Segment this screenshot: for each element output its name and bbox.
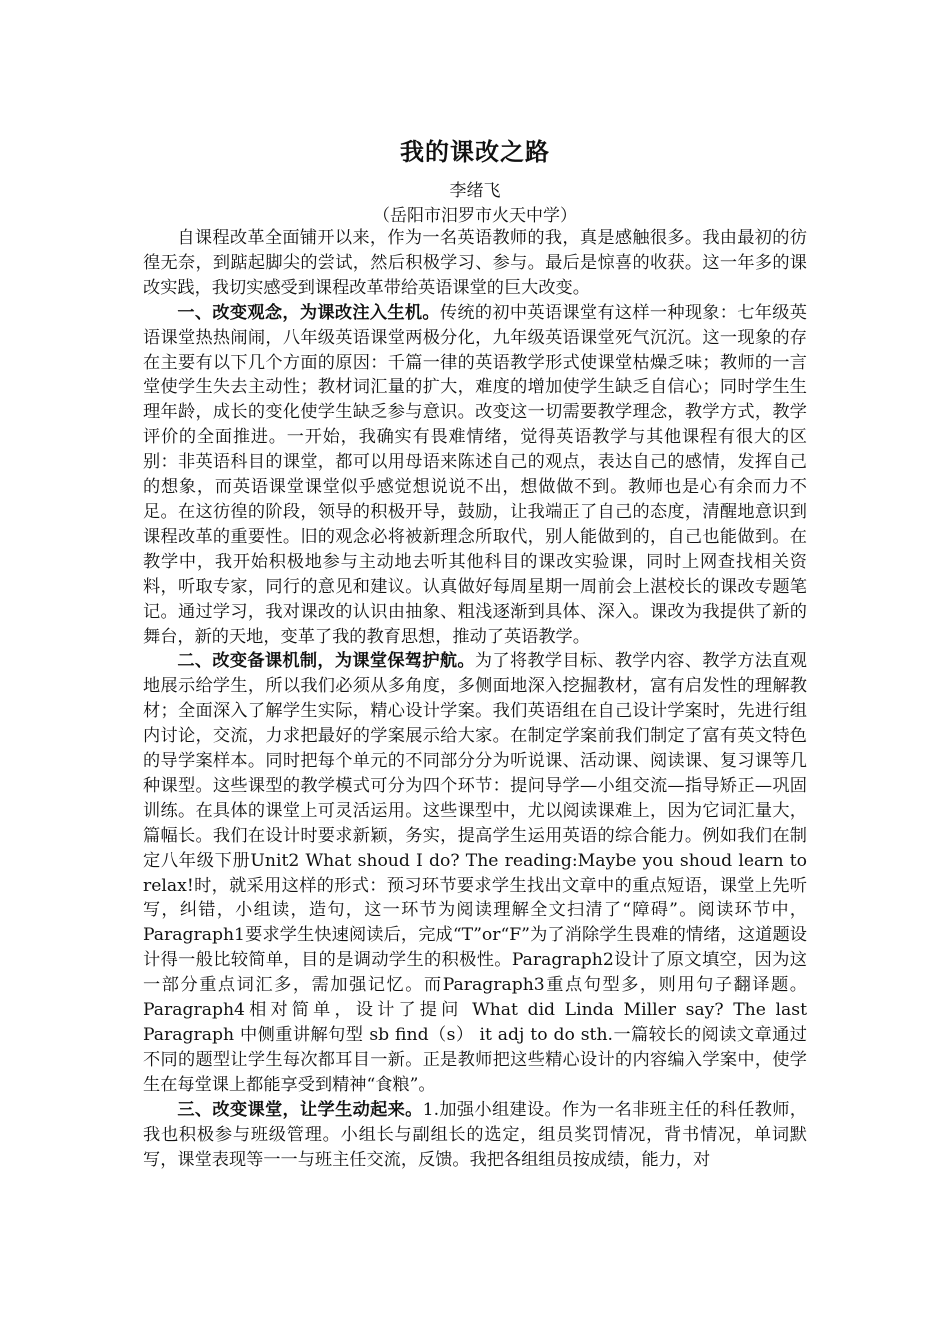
intro-paragraph [143,226,807,301]
section-two-paragraph [143,649,807,1097]
section-three-paragraph [143,1098,807,1173]
author-school: （岳阳市汨罗市火天中学） [373,206,577,226]
section-one-paragraph [143,301,807,650]
intro-text: 自课程改革全面铺开以来，作为一名英语教师的我，真是感触很多。我由最初的彷徨无奈，到踮起脚尖的尝试，然后积极学习、参与。最后是惊喜的收获。这一年多的课改实践，我切实感受到课程改革带给英语课堂的巨大改变。 [143,228,807,298]
section-three-text: 1.加强小组建设。作为一名非班主任的科任教师，我也积极参与班级管理。小组长与副组长的选定，组员奖罚情况，背书情况，单词默写，课堂表现等一一与班主任交流，反馈。我把各组组员按成绩，能力，对 [143,1099,807,1170]
section-one-heading: 一、改变观念，为课改注入生机。 [177,302,440,323]
document-body [143,226,807,1172]
document-title: 我的课改之路 [400,137,550,166]
section-one-text: 传统的初中英语课堂有这样一种现象：七年级英语课堂热热闹闹，八年级英语课堂两极分化，九年级英语课堂死气沉沉。这一现象的存在主要有以下几个方面的原因：千篇一律的英语教学形式使课堂枯燥乏味；教师的一言堂使学生失去主动性；教材词汇量的扩大，难度的增加使学生缺乏自信心；同时学生生理年龄，成长的变化使学生缺乏参与意识。改变这一切需要教学理念，教学方式，教学评价的全面推进。一开始，我确实有畏难情绪，觉得英语教学与其他课程有很大的区别：非英语科目的课堂，都可以用母语来陈述自己的观点，表达自己的感情，发挥自己的想象，而英语课堂课堂似乎感觉想说说不出，想做做不到。教师也是心有余而力不足。在这彷徨的阶段，领导的积极开导，鼓励，让我端正了自己的态度，清醒地意识到课程改革的重要性。旧的观念必将被新理念所取代，别人能做到的，自己也能做到。在教学中，我开始积极地参与主动地去听其他科目的课改实验课，同时上网查找相关资料，听取专家，同行的意见和建议。认真做好每周星期一周前会上湛校长的课改专题笔记。通过学习，我对课改的认识由抽象、粗浅逐渐到具体、深入。课改为我提供了新的舞台，新的天地，变革了我的教育思想，推动了英语教学。 [143,302,807,647]
author-name: 李绪飞 [449,181,501,201]
section-two-heading: 二、改变备课机制，为课堂保驾护航。 [177,651,475,672]
section-three-heading: 三、改变课堂，让学生动起来。 [177,1099,423,1120]
section-two-text: 为了将教学目标、教学内容、教学方法直观地展示给学生，所以我们必须从多角度，多侧面地深入挖掘教材，富有启发性的理解教材；全面深入了解学生实际，精心设计学案。我们英语组在自己设计学案时，先进行组内讨论，交流，力求把最好的学案展示给大家。在制定学案前我们制定了富有英文特色的导学案样本。同时把每个单元的不同部分分为听说课、活动课、阅读课、复习课等几种课型。这些课型的教学模式可分为四个环节：提问导学—小组交流—指导矫正—巩固训练。在具体的课堂上可灵活运用。这些课型中，尤以阅读课难上，因为它词汇量大，篇幅长。我们在设计时要求新颖，务实，提高学生运用英语的综合能力。例如我们在制定八年级下册Unit2 What shoud I do? The reading:Maybe you shoud learn to relax!时，就采用这样的形式：预习环节要求学生找出文章中的重点短语，课堂上先听写，纠错，小组读，造句，这一环节为阅读理解全文扫清了“障碍”。阅读环节中，Paragraph1要求学生快速阅读后，完成“T”or“F”为了消除学生畏难的情绪，这道题设计得一般比较简单，目的是调动学生的积极性。Paragraph2设计了原文填空，因为这一部分重点词汇多，需加强记忆。而Paragraph3重点句型多，则用句子翻译题。Paragraph4相对简单，设计了提问 What did Linda Miller say? The last Paragraph 中侧重讲解句型 sb find（s） it adj to do sth.一篇较长的阅读文章通过不同的题型让学生每次都耳目一新。正是教师把这些精心设计的内容编入学案中，使学生在每堂课上都能享受到精神“食粮”。 [143,651,807,1095]
